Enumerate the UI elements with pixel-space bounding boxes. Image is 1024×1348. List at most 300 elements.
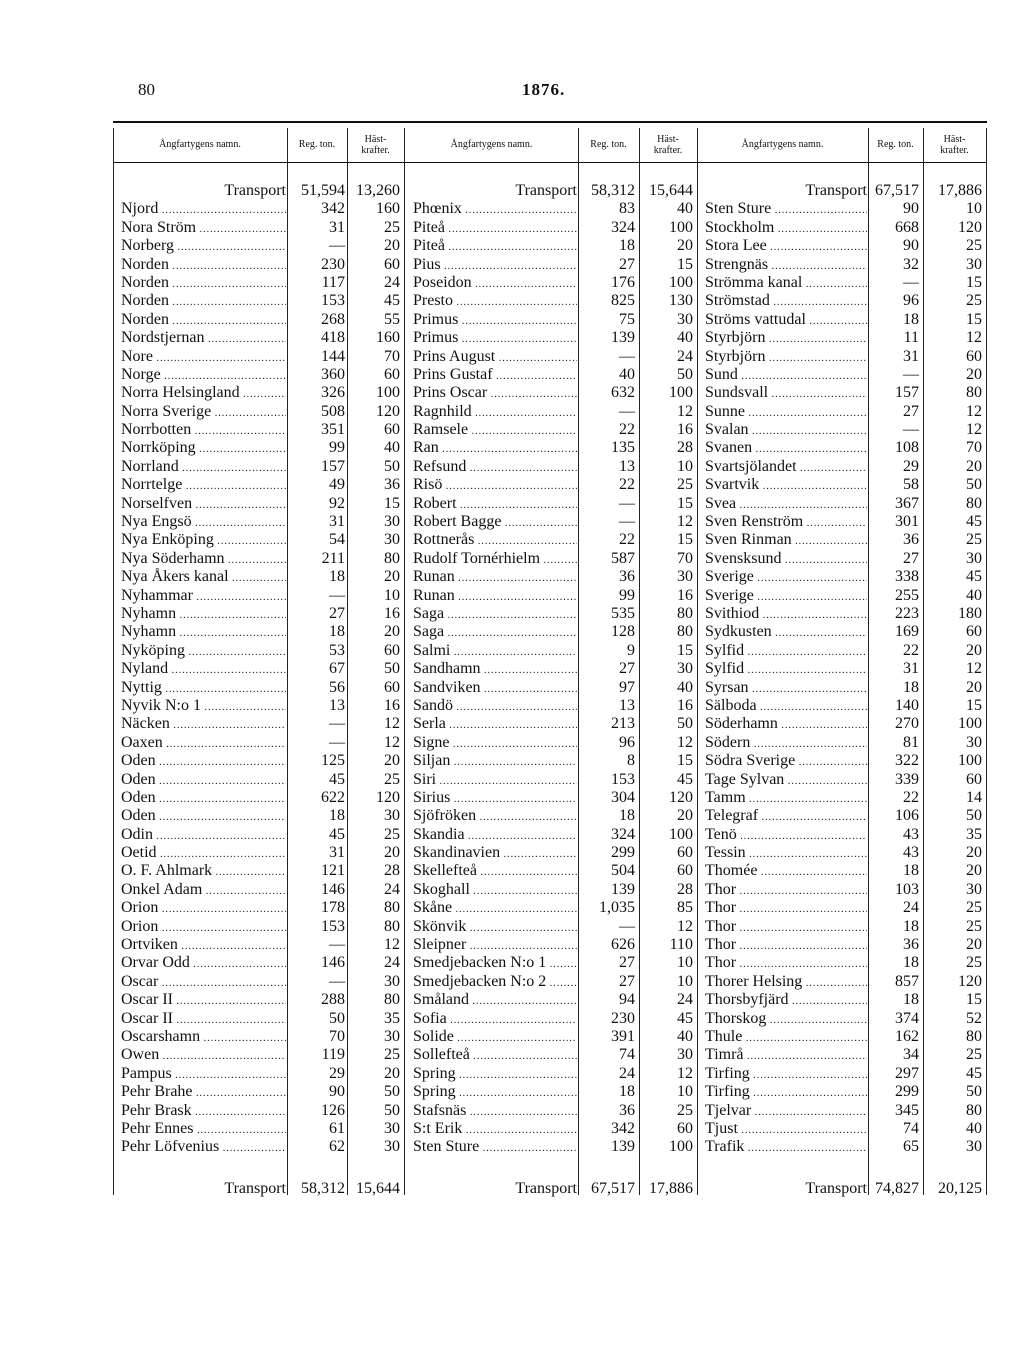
vessel-name: Svensksund ..... <box>705 550 867 570</box>
reg-ton-value: 99 <box>329 439 345 457</box>
horsepower-value: 60 <box>677 844 693 862</box>
vessel-name: Svartvik ..... <box>705 476 867 496</box>
reg-ton-value: 94 <box>619 991 635 1009</box>
reg-ton-value: 324 <box>611 218 635 236</box>
reg-ton-value: 176 <box>611 273 635 291</box>
table-row <box>0 807 1024 825</box>
reg-ton-value: 178 <box>321 899 345 917</box>
table-row <box>0 366 1024 384</box>
reg-ton-value: 49 <box>329 476 345 494</box>
reg-ton-value: 103 <box>895 880 919 898</box>
reg-ton-value: 106 <box>895 807 919 825</box>
horsepower-value: 45 <box>966 568 982 586</box>
horsepower-value: 16 <box>677 586 693 604</box>
vessel-name: Sten Sture ..... <box>705 200 867 220</box>
vessel-name: Skellefteå ..... <box>413 862 577 882</box>
vessel-name: Thorer Helsing ..... <box>705 973 867 993</box>
horsepower-value: 100 <box>669 1138 693 1156</box>
horsepower-value: 35 <box>384 1009 400 1027</box>
horsepower-value: 28 <box>677 439 693 457</box>
vessel-name: Nordstjernan ..... <box>121 329 286 349</box>
horsepower-value: 40 <box>677 200 693 218</box>
reg-ton-value: — <box>619 494 635 512</box>
horsepower-value: 40 <box>966 586 982 604</box>
vessel-name: Refsund ..... <box>413 458 577 478</box>
table-row <box>0 1010 1024 1028</box>
reg-ton-value: 90 <box>903 200 919 218</box>
reg-ton-value: 139 <box>611 880 635 898</box>
horsepower-value: 28 <box>384 862 400 880</box>
vessel-name: Tenö ..... <box>705 826 867 846</box>
reg-ton-value: 45 <box>329 825 345 843</box>
reg-ton-value: 121 <box>321 862 345 880</box>
reg-ton-value: 13 <box>619 457 635 475</box>
reg-ton-value: 162 <box>895 1027 919 1045</box>
reg-ton-value: 157 <box>895 384 919 402</box>
horsepower-value: 50 <box>384 1083 400 1101</box>
horsepower-value: 40 <box>677 1027 693 1045</box>
reg-ton-value: 301 <box>895 513 919 531</box>
reg-ton-value: 97 <box>619 678 635 696</box>
reg-ton-value: 67 <box>329 660 345 678</box>
horsepower-value: 15 <box>966 273 982 291</box>
vessel-name: Thor ..... <box>705 954 867 974</box>
reg-ton-value: 22 <box>619 531 635 549</box>
horsepower-value: 50 <box>677 365 693 383</box>
reg-ton-value: 27 <box>619 255 635 273</box>
vessel-name: Norberg ..... <box>121 237 286 257</box>
vessel-name: Sirius ..... <box>413 789 577 809</box>
transport-in-row <box>0 182 1024 200</box>
reg-ton-value: 70 <box>329 1027 345 1045</box>
table-row <box>0 1138 1024 1156</box>
vessel-name: Nyhamn ..... <box>121 605 286 625</box>
table-row <box>0 973 1024 991</box>
horsepower-value: 10 <box>677 954 693 972</box>
header-reg-ton: Reg. ton. <box>298 139 336 150</box>
reg-ton-value: 322 <box>895 752 919 770</box>
horsepower-value: 14 <box>966 788 982 806</box>
vessel-name: Norra Sverige ..... <box>121 403 286 423</box>
reg-ton-value: 139 <box>611 329 635 347</box>
vessel-name: Sydkusten ..... <box>705 623 867 643</box>
vessel-name: S:t Erik ..... <box>413 1120 577 1140</box>
vessel-name: Owen ..... <box>121 1046 286 1066</box>
reg-ton-value: 31 <box>329 218 345 236</box>
horsepower-value: 30 <box>966 880 982 898</box>
table-row <box>0 348 1024 366</box>
horsepower-value: 50 <box>384 660 400 678</box>
reg-ton-value: 31 <box>903 347 919 365</box>
reg-ton-value: 90 <box>903 237 919 255</box>
horsepower-value: 28 <box>677 880 693 898</box>
table-row <box>0 623 1024 641</box>
horsepower-value: 80 <box>966 494 982 512</box>
header-rule <box>113 162 987 163</box>
vessel-name: Pehr Ennes ..... <box>121 1120 286 1140</box>
horsepower-value: 25 <box>966 1046 982 1064</box>
reg-ton-value: 18 <box>619 1083 635 1101</box>
table-row <box>0 458 1024 476</box>
transport-horsepower: 15,644 <box>649 182 693 199</box>
reg-ton-value: 31 <box>329 513 345 531</box>
vessel-name: Oscar ..... <box>121 973 286 993</box>
reg-ton-value: 27 <box>619 954 635 972</box>
transport-horsepower: 17,886 <box>649 1180 693 1197</box>
vessel-name: Smedjebacken N:o 1 ..... <box>413 954 577 974</box>
table-row <box>0 605 1024 623</box>
horsepower-value: 20 <box>384 237 400 255</box>
table-row <box>0 715 1024 733</box>
horsepower-value: 20 <box>384 844 400 862</box>
table-row <box>0 881 1024 899</box>
reg-ton-value: — <box>619 402 635 420</box>
vessel-name: Söderhamn ..... <box>705 715 867 735</box>
horsepower-value: 20 <box>966 641 982 659</box>
vessel-name: Orion ..... <box>121 918 286 938</box>
vessel-name: Salmi ..... <box>413 642 577 662</box>
horsepower-value: 25 <box>966 237 982 255</box>
vessel-name: Nore ..... <box>121 348 286 368</box>
vessel-name: Thorskog ..... <box>705 1010 867 1030</box>
vessel-name: Rudolf Tornérhielm ..... <box>413 550 577 570</box>
vessel-name: Småland ..... <box>413 991 577 1011</box>
vessel-name: Strengnäs ..... <box>705 256 867 276</box>
horsepower-value: 15 <box>677 255 693 273</box>
reg-ton-value: 213 <box>611 715 635 733</box>
vessel-name: Runan ..... <box>413 568 577 588</box>
table-row <box>0 311 1024 329</box>
vessel-name: Prins Gustaf ..... <box>413 366 577 386</box>
vessel-name: Tirfing ..... <box>705 1065 867 1085</box>
vessel-name: Robert Bagge ..... <box>413 513 577 533</box>
vessel-name: Smedjebacken N:o 2 ..... <box>413 973 577 993</box>
reg-ton-value: 211 <box>321 549 345 567</box>
vessel-name: Nora Ström ..... <box>121 219 286 239</box>
table-row <box>0 642 1024 660</box>
horsepower-value: 55 <box>384 310 400 328</box>
table-row <box>0 844 1024 862</box>
horsepower-value: 50 <box>384 457 400 475</box>
horsepower-value: 120 <box>376 788 400 806</box>
vessel-name: Nyköping ..... <box>121 642 286 662</box>
vessel-name: Thor ..... <box>705 899 867 919</box>
horsepower-value: 15 <box>677 752 693 770</box>
reg-ton-value: 18 <box>903 678 919 696</box>
horsepower-value: 25 <box>966 917 982 935</box>
vessel-name: Sten Sture ..... <box>413 1138 577 1158</box>
horsepower-value: 20 <box>966 844 982 862</box>
reg-ton-value: 13 <box>329 696 345 714</box>
vessel-name: Tage Sylvan ..... <box>705 771 867 791</box>
vessel-name: Nya Åkers kanal ..... <box>121 568 286 588</box>
horsepower-value: 30 <box>384 1027 400 1045</box>
horsepower-value: 60 <box>677 1119 693 1137</box>
table-row <box>0 789 1024 807</box>
vessel-name: Sandö ..... <box>413 697 577 717</box>
reg-ton-value: 128 <box>611 623 635 641</box>
horsepower-value: 100 <box>958 752 982 770</box>
reg-ton-value: — <box>329 936 345 954</box>
transport-reg-ton: 58,312 <box>301 1180 345 1197</box>
table-row <box>0 531 1024 549</box>
vessel-name: Nyvik N:o 1 ..... <box>121 697 286 717</box>
horsepower-value: 60 <box>384 255 400 273</box>
vessel-name: Thor ..... <box>705 918 867 938</box>
vessel-name: Orion ..... <box>121 899 286 919</box>
vessel-name: Nyhamn ..... <box>121 623 286 643</box>
vessel-name: Sverige ..... <box>705 568 867 588</box>
table-row <box>0 550 1024 568</box>
table-row <box>0 899 1024 917</box>
reg-ton-value: — <box>903 421 919 439</box>
vessel-name: Telegraf ..... <box>705 807 867 827</box>
reg-ton-value: 27 <box>903 402 919 420</box>
reg-ton-value: 96 <box>903 292 919 310</box>
header-horsepower: Häst- krafter. <box>653 133 683 156</box>
vessel-name: Norden ..... <box>121 256 286 276</box>
reg-ton-value: 125 <box>321 752 345 770</box>
vessel-name: Norden ..... <box>121 274 286 294</box>
vessel-name: Poseidon ..... <box>413 274 577 294</box>
reg-ton-value: 342 <box>611 1119 635 1137</box>
reg-ton-value: 24 <box>903 899 919 917</box>
horsepower-value: 25 <box>384 770 400 788</box>
table-row <box>0 826 1024 844</box>
reg-ton-value: 153 <box>321 917 345 935</box>
reg-ton-value: — <box>329 586 345 604</box>
reg-ton-value: 169 <box>895 623 919 641</box>
transport-label: Transport <box>515 182 577 199</box>
horsepower-value: 110 <box>669 936 693 954</box>
reg-ton-value: 22 <box>619 476 635 494</box>
vessel-name: Svartsjölandet ..... <box>705 458 867 478</box>
vessel-name: Oden ..... <box>121 807 286 827</box>
table-row <box>0 1120 1024 1138</box>
horsepower-value: 36 <box>384 476 400 494</box>
transport-label: Transport <box>515 1180 577 1197</box>
reg-ton-value: 22 <box>619 421 635 439</box>
header-reg-ton: Reg. ton. <box>590 139 627 150</box>
reg-ton-value: 299 <box>895 1083 919 1101</box>
horsepower-value: 24 <box>384 954 400 972</box>
reg-ton-value: 268 <box>321 310 345 328</box>
vessel-name: Spring ..... <box>413 1065 577 1085</box>
horsepower-value: 12 <box>966 660 982 678</box>
horsepower-value: 50 <box>677 715 693 733</box>
reg-ton-value: 32 <box>903 255 919 273</box>
vessel-name: Sylfid ..... <box>705 642 867 662</box>
horsepower-value: 80 <box>677 623 693 641</box>
reg-ton-value: 1,035 <box>599 899 635 917</box>
transport-reg-ton: 74,827 <box>875 1180 919 1197</box>
reg-ton-value: 27 <box>329 604 345 622</box>
vessel-name: Sven Renström ..... <box>705 513 867 533</box>
header-horsepower: Häst- krafter. <box>361 133 390 156</box>
vessel-name: Sälboda ..... <box>705 697 867 717</box>
reg-ton-value: 270 <box>895 715 919 733</box>
reg-ton-value: — <box>329 237 345 255</box>
reg-ton-value: 18 <box>619 807 635 825</box>
vessel-name: Ran ..... <box>413 439 577 459</box>
horsepower-value: 25 <box>966 954 982 972</box>
horsepower-value: 70 <box>966 439 982 457</box>
horsepower-value: 180 <box>958 604 982 622</box>
reg-ton-value: 345 <box>895 1101 919 1119</box>
vessel-name: Strömstad ..... <box>705 292 867 312</box>
reg-ton-value: 632 <box>611 384 635 402</box>
horsepower-value: 12 <box>384 733 400 751</box>
vessel-name: Timrå ..... <box>705 1046 867 1066</box>
horsepower-value: 15 <box>677 641 693 659</box>
table-row <box>0 403 1024 421</box>
vessel-name: Trafik ..... <box>705 1138 867 1158</box>
header-horsepower: Häst- krafter. <box>940 133 969 156</box>
reg-ton-value: 326 <box>321 384 345 402</box>
reg-ton-value: 391 <box>611 1027 635 1045</box>
transport-label: Transport <box>224 182 286 199</box>
table-row <box>0 219 1024 237</box>
horsepower-value: 120 <box>376 402 400 420</box>
reg-ton-value: 508 <box>321 402 345 420</box>
vessel-name: Norrland ..... <box>121 458 286 478</box>
vessel-name: Siljan ..... <box>413 752 577 772</box>
horsepower-value: 16 <box>677 696 693 714</box>
horsepower-value: 60 <box>966 770 982 788</box>
vessel-name: Sjöfröken ..... <box>413 807 577 827</box>
horsepower-value: 45 <box>966 513 982 531</box>
table-row <box>0 1028 1024 1046</box>
vessel-name: Runan ..... <box>413 587 577 607</box>
horsepower-value: 24 <box>677 347 693 365</box>
reg-ton-value: 29 <box>903 457 919 475</box>
vessel-name: Norden ..... <box>121 311 286 331</box>
horsepower-value: 20 <box>966 457 982 475</box>
vessel-name: Saga ..... <box>413 623 577 643</box>
horsepower-value: 70 <box>384 347 400 365</box>
table-left-border <box>113 128 114 1195</box>
horsepower-value: 12 <box>677 917 693 935</box>
reg-ton-value: 18 <box>903 917 919 935</box>
vessel-name: Oscar II ..... <box>121 991 286 1011</box>
reg-ton-value: 126 <box>321 1101 345 1119</box>
reg-ton-value: 18 <box>329 807 345 825</box>
vessel-name: Sundsvall ..... <box>705 384 867 404</box>
table-row <box>0 439 1024 457</box>
reg-ton-value: 374 <box>895 1009 919 1027</box>
horsepower-value: 160 <box>376 329 400 347</box>
vessel-name: Stafsnäs ..... <box>413 1102 577 1122</box>
horsepower-value: 40 <box>384 439 400 457</box>
transport-horsepower: 17,886 <box>938 182 982 199</box>
header-reg-ton: Reg. ton. <box>877 139 914 150</box>
reg-ton-value: 140 <box>895 696 919 714</box>
reg-ton-value: 34 <box>903 1046 919 1064</box>
reg-ton-value: 8 <box>627 752 635 770</box>
reg-ton-value: 351 <box>321 421 345 439</box>
vessel-name: Oden ..... <box>121 789 286 809</box>
table-row <box>0 991 1024 1009</box>
reg-ton-value: 92 <box>329 494 345 512</box>
reg-ton-value: 304 <box>611 788 635 806</box>
reg-ton-value: — <box>903 273 919 291</box>
vessel-name: Ortviken ..... <box>121 936 286 956</box>
reg-ton-value: 825 <box>611 292 635 310</box>
horsepower-value: 100 <box>669 384 693 402</box>
vessel-name: Näcken ..... <box>121 715 286 735</box>
transport-label: Transport <box>224 1180 286 1197</box>
horsepower-value: 80 <box>384 917 400 935</box>
vessel-name: Risö ..... <box>413 476 577 496</box>
horsepower-value: 60 <box>384 421 400 439</box>
horsepower-value: 10 <box>384 586 400 604</box>
reg-ton-value: 31 <box>903 660 919 678</box>
horsepower-value: 12 <box>966 421 982 439</box>
table-row <box>0 256 1024 274</box>
vessel-name: Sofia ..... <box>413 1010 577 1030</box>
reg-ton-value: 157 <box>321 457 345 475</box>
vessel-name: Saga ..... <box>413 605 577 625</box>
vessel-name: Ramsele ..... <box>413 421 577 441</box>
vessel-name: Pius ..... <box>413 256 577 276</box>
reg-ton-value: 24 <box>619 1064 635 1082</box>
reg-ton-value: 43 <box>903 825 919 843</box>
horsepower-value: 40 <box>966 1119 982 1137</box>
vessel-name: Serla ..... <box>413 715 577 735</box>
vessel-name: Sund ..... <box>705 366 867 386</box>
horsepower-value: 100 <box>376 384 400 402</box>
horsepower-value: 25 <box>966 899 982 917</box>
vessel-name: Norselfven ..... <box>121 495 286 515</box>
vessel-name: Tamm ..... <box>705 789 867 809</box>
reg-ton-value: 135 <box>611 439 635 457</box>
horsepower-value: 12 <box>966 329 982 347</box>
horsepower-value: 80 <box>966 384 982 402</box>
horsepower-value: 20 <box>966 365 982 383</box>
table-row <box>0 1046 1024 1064</box>
reg-ton-value: 119 <box>321 1046 345 1064</box>
horsepower-value: 40 <box>677 329 693 347</box>
vessel-name: Njord ..... <box>121 200 286 220</box>
table-row <box>0 1083 1024 1101</box>
table-row <box>0 329 1024 347</box>
reg-ton-value: 43 <box>903 844 919 862</box>
vessel-name: Nya Enköping ..... <box>121 531 286 551</box>
reg-ton-value: 324 <box>611 825 635 843</box>
reg-ton-value: 587 <box>611 549 635 567</box>
horsepower-value: 15 <box>677 531 693 549</box>
horsepower-value: 30 <box>677 310 693 328</box>
vessel-name: Spring ..... <box>413 1083 577 1103</box>
reg-ton-value: 62 <box>329 1138 345 1156</box>
vessel-name: Siri ..... <box>413 771 577 791</box>
vessel-name: Skandia ..... <box>413 826 577 846</box>
reg-ton-value: 367 <box>895 494 919 512</box>
vessel-name: Thomée ..... <box>705 862 867 882</box>
horsepower-value: 10 <box>677 972 693 990</box>
table-row <box>0 771 1024 789</box>
vessel-name: Thorsbyfjärd ..... <box>705 991 867 1011</box>
vessel-name: Syrsan ..... <box>705 679 867 699</box>
vessel-name: Oden ..... <box>121 771 286 791</box>
horsepower-value: 20 <box>384 568 400 586</box>
vessel-name: Pehr Brask ..... <box>121 1102 286 1122</box>
horsepower-value: 20 <box>677 807 693 825</box>
vessel-name: Styrbjörn ..... <box>705 329 867 349</box>
horsepower-value: 80 <box>677 604 693 622</box>
table-row <box>0 200 1024 218</box>
reg-ton-value: 36 <box>619 1101 635 1119</box>
